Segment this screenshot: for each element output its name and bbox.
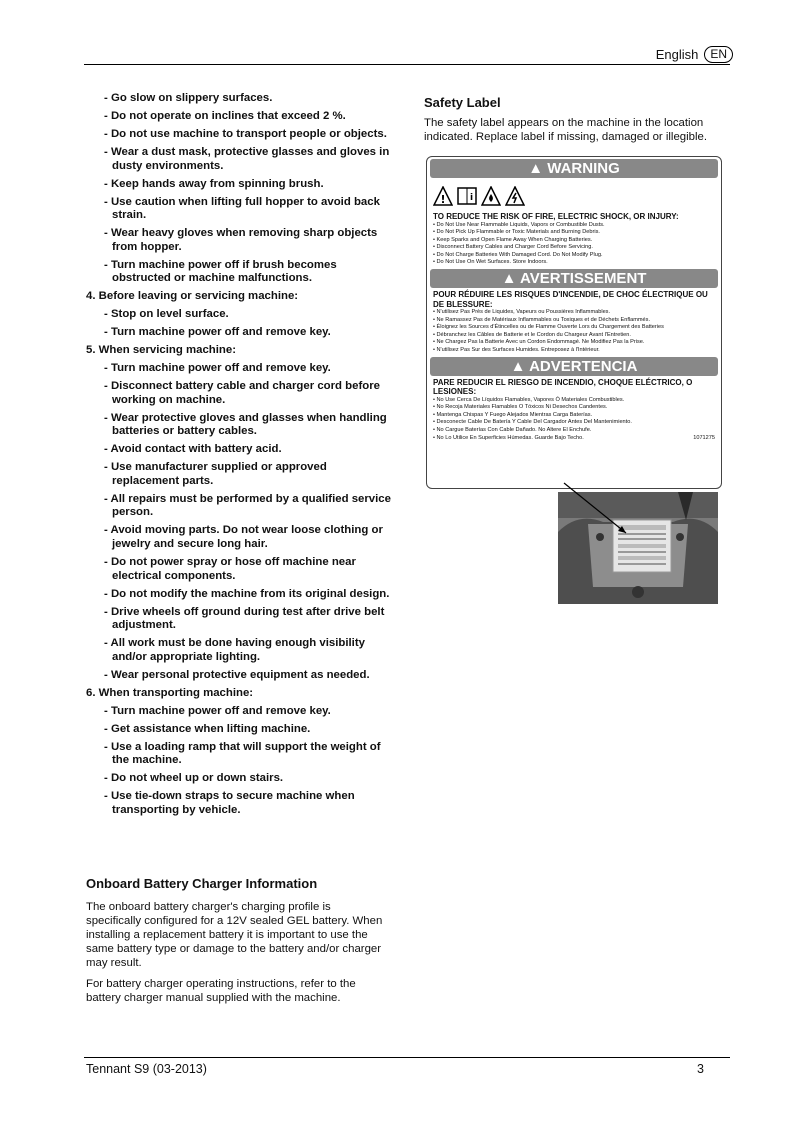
advertencia-heading: PARE REDUCIR EL RIESGO DE INCENDIO, CHOQUE ELÉCTRICO, O LESIONES: bbox=[433, 377, 693, 397]
footer-document-title: Tennant S9 (03-2013) bbox=[86, 1062, 207, 1076]
advertencia-last-line bbox=[427, 435, 721, 443]
list-item: - Turn machine power off and remove key. bbox=[104, 326, 331, 339]
label-line: • Do Not Pick Up Flammable or Toxic Materials and Burning Debris. bbox=[433, 229, 600, 236]
label-line: • Do Not Charge Batteries With Damaged Cord. Do Not Modify Plug. bbox=[433, 251, 603, 258]
safety-label-title: Safety Label bbox=[424, 95, 501, 110]
label-line: • Débranchez les Câbles de Batterie et le Cordon du Chargeur Avant l'Entretien. bbox=[433, 331, 631, 338]
label-line: • Disconnect Battery Cables and Charger Cord Before Servicing. bbox=[433, 244, 593, 251]
list-item: - Get assistance when lifting machine. bbox=[104, 722, 311, 735]
list-item: - Avoid contact with battery acid. bbox=[104, 443, 282, 456]
avertissement-lines bbox=[427, 309, 721, 355]
list-item: - All work must be done having enough visibility and/or appropriate lighting. bbox=[104, 637, 365, 663]
language-name: English bbox=[655, 47, 699, 62]
safety-label-image bbox=[426, 156, 722, 489]
onboard-charger-title: Onboard Battery Charger Information bbox=[86, 876, 318, 891]
label-line: • Mantenga Chispas Y Fuego Alejados Mientras Carga Baterías. bbox=[433, 411, 593, 418]
label-line: • No Cargue Baterías Con Cable Dañado. No Altere El Enchufe. bbox=[433, 427, 592, 433]
list-item: - Wear a dust mask, protective glasses and gloves in dusty environments. bbox=[104, 145, 390, 172]
advertencia-lines bbox=[427, 397, 721, 435]
avertissement-title: AVERTISSEMENT bbox=[520, 270, 647, 288]
footer-rule bbox=[84, 1057, 730, 1058]
section-heading: 6. When transporting machine: bbox=[86, 686, 254, 699]
list-item: - Disconnect battery cable and charger cord before working on machine. bbox=[104, 380, 380, 406]
header-rule bbox=[84, 64, 730, 65]
onboard-charger-paragraph-1: The onboard battery charger's charging profile is specifically configured for a 12V sealed GEL battery. When installing a replacement battery it is important to use the same battery type or damage to the battery and/or charger may result. bbox=[86, 901, 383, 969]
avertissement-heading: POUR RÉDUIRE LES RISQUES D'INCENDIE, DE CHOC ÉLECTRIQUE OU DE BLESSURE: bbox=[433, 290, 708, 309]
label-line: • Keep Sparks and Open Flame Away When Charging Batteries. bbox=[433, 236, 593, 243]
list-item: - Do not wheel up or down stairs. bbox=[104, 772, 284, 785]
advertencia-title: ADVERTENCIA bbox=[529, 357, 638, 375]
label-location-arrow bbox=[560, 481, 640, 551]
safety-label-description: The safety label appears on the machine in the location indicated. Replace label if missing, damaged or illegible. bbox=[424, 117, 708, 143]
warning-bar: ▲ WARNING bbox=[430, 159, 718, 178]
list-item: - Turn machine power off and remove key. bbox=[104, 704, 331, 717]
list-item: - Keep hands away from spinning brush. bbox=[104, 177, 324, 190]
list-item: - Drive wheels off ground during test after drive belt adjustment. bbox=[104, 605, 385, 632]
warning-heading: TO REDUCE THE RISK OF FIRE, ELECTRIC SHOCK, OR INJURY: bbox=[433, 212, 679, 221]
label-line: • No Recoja Materiales Flamables O Tóxicos Ni Desechos Candentes. bbox=[433, 404, 608, 411]
label-line: • Desconecte Cable De Batería Y Cable Del Cargador Antes Del Mantenimiento. bbox=[433, 419, 632, 426]
list-item: - Wear heavy gloves when removing sharp objects from hopper. bbox=[104, 227, 378, 253]
manual-book-icon bbox=[457, 186, 477, 206]
safety-instructions-list bbox=[86, 92, 391, 822]
fire-hazard-icon bbox=[481, 186, 501, 206]
label-line: • Do Not Use Near Flammable Liquids, Vapors or Combustible Dusts. bbox=[433, 221, 605, 228]
avertissement-bar: ▲ AVERTISSEMENT bbox=[430, 269, 718, 288]
list-item: - Go slow on slippery surfaces. bbox=[104, 92, 273, 104]
list-item: - Do not use machine to transport people or objects. bbox=[104, 127, 387, 140]
label-line: • Do Not Use On Wet Surfaces. Store Indoors. bbox=[433, 259, 548, 266]
caution-triangle-icon bbox=[433, 186, 453, 206]
list-item: - Wear protective gloves and glasses when handling batteries or battery cables. bbox=[104, 411, 387, 438]
svg-text:!: ! bbox=[440, 193, 446, 206]
list-item: - Use a loading ramp that will support the weight of the machine. bbox=[104, 740, 381, 767]
label-line: • Éloignez les Sources d'Étincelles ou de Flamme Ouverte Lors du Chargement des Batteries bbox=[433, 324, 664, 331]
list-item: - Do not modify the machine from its original design. bbox=[104, 587, 390, 600]
label-part-number: 1071275 bbox=[693, 434, 715, 441]
label-line: • N'utilisez Pas Près de Liquides, Vapeurs ou Poussières Inflammables. bbox=[433, 309, 611, 316]
advertencia-final-text: • No Lo Utilice En Superficies Húmedas. Guarde Bajo Techo. bbox=[433, 434, 584, 441]
list-item: - Use tie-down straps to secure machine when transporting by vehicle. bbox=[104, 790, 355, 816]
label-line: • No Use Cerca De Líquidos Flamables, Vapores Ó Materiales Combustibles. bbox=[433, 396, 625, 403]
list-item: - Use manufacturer supplied or approved replacement parts. bbox=[104, 461, 327, 487]
list-item: - Use caution when lifting full hopper to avoid back strain. bbox=[104, 195, 380, 222]
label-line: • N'utilisez Pas Sur des Surfaces Humides. Entreposez à l'Intérieur. bbox=[433, 347, 600, 354]
label-line: • Ne Chargez Pas la Batterie Avec un Cordon Endommagé. Ne Modifiez Pas la Prise. bbox=[433, 339, 645, 346]
list-item: - Do not power spray or hose off machine near electrical components. bbox=[104, 556, 356, 582]
advertencia-bar: ▲ ADVERTENCIA bbox=[430, 357, 718, 376]
warning-lines bbox=[427, 222, 721, 268]
svg-text:i: i bbox=[469, 193, 474, 203]
list-item: - Stop on level surface. bbox=[104, 308, 229, 321]
warning-title: WARNING bbox=[547, 160, 620, 177]
section-heading: 4. Before leaving or servicing machine: bbox=[86, 290, 299, 303]
label-line: • Ne Ramassez Pas de Matériaux Inflammables ou Toxiques et de Déchets Enflammés. bbox=[433, 316, 651, 323]
list-item: - Do not operate on inclines that exceed 2 %. bbox=[104, 109, 346, 122]
section-heading: 5. When servicing machine: bbox=[86, 344, 237, 357]
page-number: 3 bbox=[697, 1062, 704, 1076]
onboard-charger-paragraph-2: For battery charger operating instructions, refer to the battery charger manual supplied with the machine. bbox=[86, 978, 356, 1004]
list-item: - Turn machine power off and remove key. bbox=[104, 362, 331, 375]
language-code-badge: EN bbox=[704, 46, 733, 63]
list-item: - All repairs must be performed by a qualified service person. bbox=[104, 492, 391, 519]
language-indicator bbox=[656, 46, 733, 63]
hazard-icons bbox=[427, 180, 721, 212]
list-item: - Wear personal protective equipment as needed. bbox=[104, 668, 370, 681]
list-item: - Avoid moving parts. Do not wear loose clothing or jewelry and secure long hair. bbox=[104, 524, 383, 551]
electric-shock-icon bbox=[505, 186, 525, 206]
list-item: - Turn machine power off if brush becomes obstructed or machine malfunctions. bbox=[104, 258, 337, 285]
